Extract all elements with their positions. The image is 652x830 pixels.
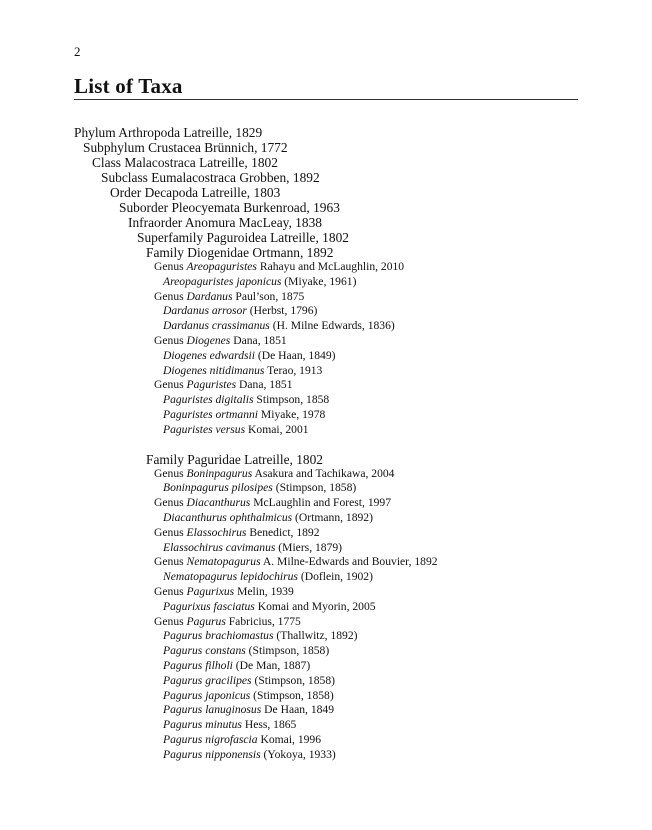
taxon-authority: Komai, 1996 [257,732,322,746]
taxon-name: Diacanthurus ophthalmicus [163,510,293,524]
taxon-authority: Dana, 1851 [236,378,293,392]
taxon-name: Paguristes digitalis [163,393,254,407]
taxon-name: Elassochirus [186,525,247,539]
species-entry [74,674,438,689]
taxon-authority: (Miyake, 1961) [281,274,357,288]
taxon-entry [74,230,438,245]
taxon-authority: De Haan, 1849 [261,703,335,717]
taxon-name: Pagurus constans [163,644,246,658]
taxon-authority: Benedict, 1892 [246,525,320,539]
taxon-entry [74,185,438,200]
taxon-name: Areopaguristes japonicus [163,274,282,288]
title-rule [74,99,578,100]
species-entry [74,364,438,379]
species-entry [74,600,438,615]
taxon-authority: Miyake, 1978 [258,407,326,421]
species-entry [74,423,438,438]
taxon-name: Elassochirus cavimanus [163,540,276,554]
taxon-rank-text: Genus [154,584,187,598]
taxon-name: Nematopagurus [186,555,261,569]
taxon-authority: Paul’son, 1875 [232,289,305,303]
page-number: 2 [74,44,81,59]
species-entry [74,703,438,718]
taxon-entry [74,245,438,260]
taxon-rank-text: Genus [154,378,187,392]
taxon-name: Nematopagurus lepidochirus [163,570,298,584]
species-entry [74,659,438,674]
taxon-rank-text: Genus [154,260,187,273]
page-title: List of Taxa [74,74,183,98]
taxon-name: Diogenes nitidimanus [163,363,265,377]
genus-entry [74,526,438,541]
taxon-authority: Stimpson, 1858 [253,393,330,407]
taxon-authority: (Miers, 1879) [275,540,343,554]
species-entry [74,570,438,585]
genus-entry [74,615,438,630]
taxon-rank-text: Genus [154,496,187,510]
taxon-name: Pagurixus fasciatus [163,599,255,613]
taxon-name: Paguristes versus [163,422,246,436]
taxon-rank-text: Family Paguridae Latreille, 1802 [146,451,324,467]
taxon-entry [74,170,438,185]
taxon-authority: Terao, 1913 [264,363,323,377]
taxon-authority: Rahayu and McLaughlin, 2010 [256,260,405,273]
taxon-authority: (Thallwitz, 1892) [273,629,358,643]
taxon-rank-text: Family Diogenidae Ortmann, 1892 [146,245,334,260]
taxon-authority: (Ortmann, 1892) [292,510,373,524]
taxon-rank-text: Suborder Pleocyemata Burkenroad, 1963 [119,200,340,215]
taxon-entry [74,452,438,467]
taxon-entry [74,140,438,155]
taxon-name: Pagurixus [186,584,235,598]
taxon-rank-text: Genus [154,614,187,628]
taxon-name: Pagurus minutus [163,718,242,732]
taxon-entry [74,200,438,215]
taxon-rank-text: Superfamily Paguroidea Latreille, 1802 [137,230,349,245]
taxon-authority: Dana, 1851 [230,333,287,347]
taxon-authority: (Stimpson, 1858) [250,688,334,702]
taxon-name: Boninpagurus [186,466,253,480]
taxon-authority: (Doflein, 1902) [297,570,373,584]
taxon-authority: (Stimpson, 1858) [272,481,357,495]
taxon-authority: Melin, 1939 [234,584,294,598]
taxon-authority: A. Milne-Edwards and Bouvier, 1892 [260,555,438,569]
species-entry [74,689,438,704]
genus-entry [74,260,438,275]
species-entry [74,733,438,748]
taxon-name: Boninpagurus pilosipes [163,481,273,495]
taxon-entry [74,215,438,230]
genus-entry [74,290,438,305]
taxon-authority: Hess, 1865 [241,718,297,732]
species-entry [74,349,438,364]
genus-entry [74,378,438,393]
species-entry [74,304,438,319]
species-entry [74,629,438,644]
taxon-name: Pagurus lanuginosus [163,703,262,717]
taxon-rank-text: Subphylum Crustacea Brünnich, 1772 [83,140,288,155]
genus-entry [74,467,438,482]
taxon-authority: Komai, 2001 [245,422,309,436]
species-entry [74,748,438,763]
taxa-list [74,125,438,763]
taxon-rank-text: Genus [154,333,187,347]
taxon-rank-text: Genus [154,555,187,569]
taxon-authority: (De Haan, 1849) [255,348,336,362]
taxon-authority: McLaughlin and Forest, 1997 [250,496,392,510]
taxon-authority: Fabricius, 1775 [225,614,301,628]
genus-entry [74,496,438,511]
taxon-rank-text: Phylum Arthropoda Latreille, 1829 [74,125,263,140]
taxon-rank-text: Genus [154,289,187,303]
species-entry [74,511,438,526]
taxon-name: Pagurus [186,614,226,628]
taxon-name: Pagurus brachiomastus [163,629,274,643]
taxon-authority: (H. Milne Edwards, 1836) [269,319,395,333]
taxon-name: Pagurus gracilipes [163,673,252,687]
taxon-rank-text: Class Malacostraca Latreille, 1802 [92,155,278,170]
taxon-entry [74,155,438,170]
taxon-rank-text: Infraorder Anomura MacLeay, 1838 [128,215,322,230]
taxon-name: Pagurus nipponensis [163,747,261,761]
taxon-rank-text: Order Decapoda Latreille, 1803 [110,185,281,200]
taxon-name: Dardanus [186,289,233,303]
taxon-name: Pagurus filholi [163,658,233,672]
species-entry [74,408,438,423]
taxon-rank-text: Genus [154,525,187,539]
species-entry [74,718,438,733]
taxon-authority: (Herbst, 1796) [246,304,318,318]
taxon-rank-text: Genus [154,466,187,480]
taxon-name: Dardanus crassimanus [163,319,270,333]
genus-entry [74,555,438,570]
taxon-authority: Asakura and Tachikawa, 2004 [252,466,395,480]
taxon-authority: Komai and Myorin, 2005 [254,599,376,613]
species-entry [74,644,438,659]
taxon-name: Diacanthurus [186,496,251,510]
taxon-name: Pagurus nigrofascia [163,732,258,746]
genus-entry [74,334,438,349]
species-entry [74,319,438,334]
taxon-name: Diogenes edwardsii [163,348,255,362]
taxon-name: Diogenes [186,333,231,347]
genus-entry [74,585,438,600]
species-entry [74,393,438,408]
species-entry [74,275,438,290]
taxon-authority: (Yokoya, 1933) [260,747,336,761]
taxon-authority: (Stimpson, 1858) [251,673,335,687]
taxon-rank-text: Subclass Eumalacostraca Grobben, 1892 [101,170,320,185]
taxon-name: Areopaguristes [186,260,257,273]
taxon-name: Paguristes [186,378,237,392]
taxon-authority: (Stimpson, 1858) [245,644,330,658]
taxon-name: Paguristes ortmanni [163,407,259,421]
taxon-name: Dardanus arrosor [163,304,247,318]
species-entry [74,481,438,496]
taxon-authority: (De Man, 1887) [232,658,311,672]
species-entry [74,541,438,556]
taxon-entry [74,125,438,140]
taxon-name: Pagurus japonicus [163,688,251,702]
